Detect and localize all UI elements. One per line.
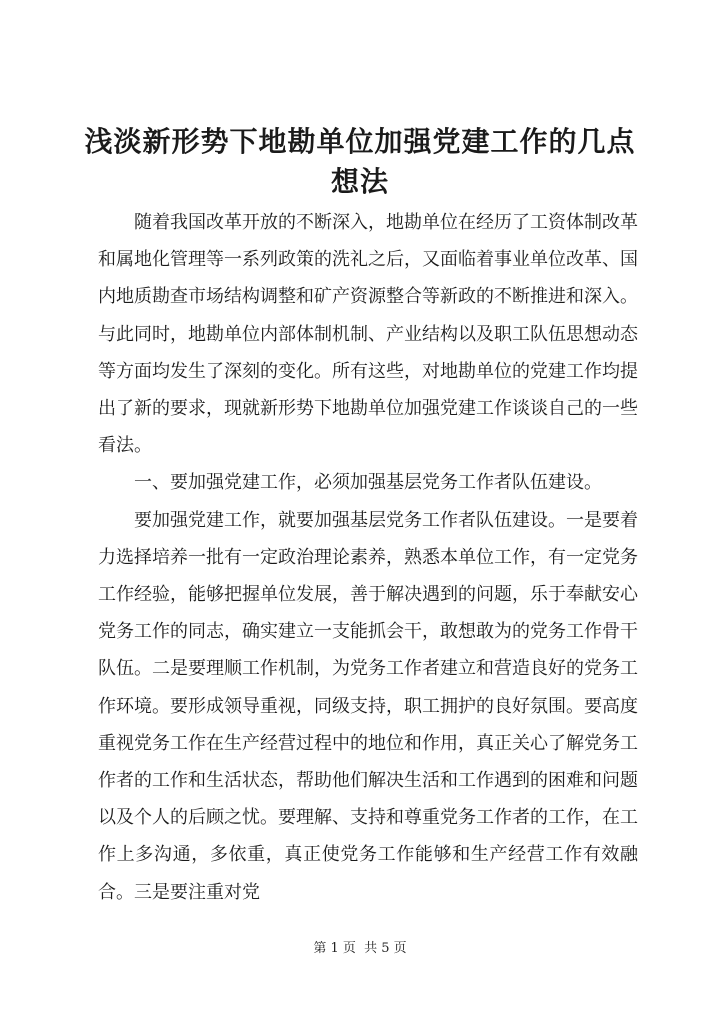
document-title: 浅淡新形势下地勘单位加强党建工作的几点想法 [84, 125, 636, 198]
paragraph-section-body: 要加强党建工作，就要加强基层党务工作者队伍建设。一是要着力选择培养一批有一定政治理论素养，熟悉本单位工作，有一定党务工作经验，能够把握单位发展，善于解决遇到的问题，乐于奉献安心党务工作的同志，确实建立一支能抓会干，敢想敢为的党务工作骨干队伍。二是要理顺工作机制，为党务工作者建立和营造良好的党务工作环境。要形成领导重视，同级支持，职工拥护的良好氛围。要高度重视党务工作在生产经营过程中的地位和作用，真正关心了解党务工作者的工作和生活状态，帮助他们解决生活和工作遇到的困难和问题以及个人的后顾之忧。要理解、支持和尊重党务工作者的工作，在工作上多沟通，多依重，真正使党务工作能够和生产经营工作有效融合。三是要注重对党 [98, 509, 638, 903]
page-number-label: 第 1 页 共 5 页 [313, 941, 407, 956]
document-body [98, 204, 638, 911]
page-footer [0, 940, 720, 958]
paragraph-intro: 随着我国改革开放的不断深入，地勘单位在经历了工资体制改革和属地化管理等一系列政策的洗礼之后，又面临着事业单位改革、国内地质勘查市场结构调整和矿产资源整合等新政的不断推进和深入。与此同时，地勘单位内部体制机制、产业结构以及职工队伍思想动态等方面均发生了深刻的变化。所有这些，对地勘单位的党建工作均提出了新的要求，现就新形势下地勘单位加强党建工作谈谈自己的一些看法。 [98, 212, 638, 457]
paragraph-section-heading: 一、要加强党建工作，必须加强基层党务工作者队伍建设。 [134, 472, 602, 494]
